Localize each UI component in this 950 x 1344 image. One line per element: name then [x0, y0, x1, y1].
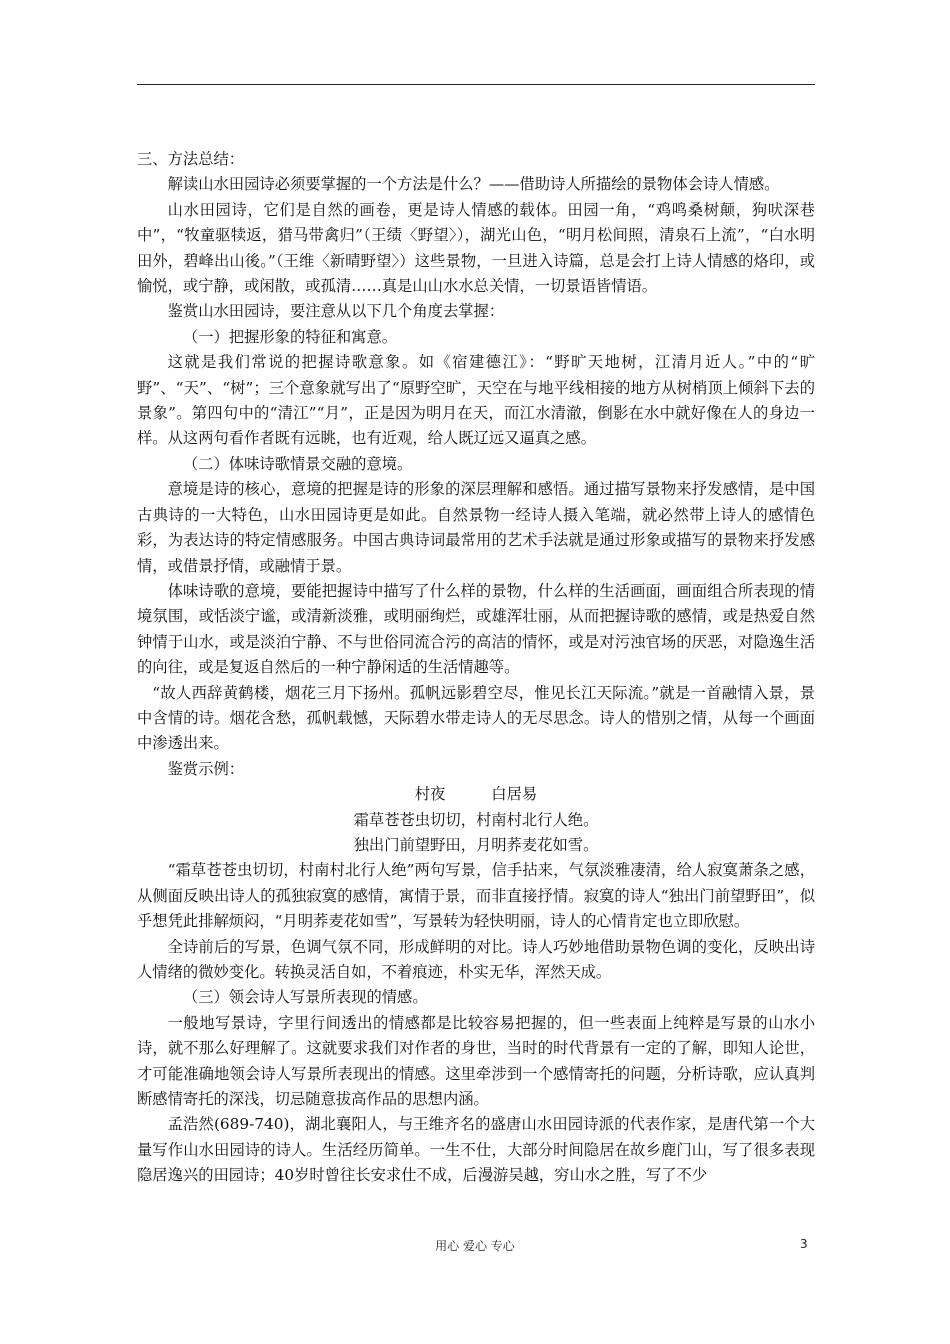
subheading: （二）体味诗歌情景交融的意境。 [182, 454, 413, 473]
subheading: （三）领会诗人写景所表现的情感。 [182, 988, 428, 1007]
paragraph: 孟浩然(689-740)，湖北襄阳人，与王维齐名的盛唐山水田园诗派的代表作家，是唐代第一个大量写作山水田园诗的诗人。生活经历简单。一生不仕，大部分时间隐居在故乡鹿门山，写了很多表现隐居逸兴的田园诗；40岁时曾往长安求仕不成，后漫游吴越，穷山水之胜，写了不少 [137, 1115, 815, 1185]
poem-line: 独出门前望野田，月明荞麦花如雪。 [353, 835, 599, 854]
poem-line: 霜草苍苍虫切切，村南村北行人绝。 [353, 810, 599, 829]
header-rule [137, 84, 815, 85]
paragraph: 这就是我们常说的把握诗歌意象。如《宿建德江》：“野旷天地树，江清月近人。”中的“旷野”、“天”、“树”；三个意象就写出了“原野空旷，天空在与地平线相接的地方从树梢顶上倾斜下去的景象”。第四句中的“清江”“月”，正是因为明月在天，而江水清澈，倒影在水中就好像在人的身边一样。从这两句看作者既有远眺，也有近观，给人既辽远又逼真之感。 [137, 353, 815, 448]
paragraph: “霜草苍苍虫切切，村南村北行人绝”两句写景，信手拈来，气氛淡雅凄清，给人寂寞萧条之感，从侧面反映出诗人的孤独寂寞的感情，寓情于景，而非直接抒情。寂寞的诗人“独出门前望野田”，似乎想凭此排解烦闷，“月明荞麦花如雪”，写景转为轻快明丽，诗人的心情肯定也立即欣慰。 [137, 861, 815, 931]
poem-heading [137, 782, 815, 807]
example-label: 鉴赏示例： [167, 759, 245, 778]
subheading: （一）把握形象的特征和寓意。 [182, 327, 398, 346]
paragraph: 山水田园诗，它们是自然的画卷，更是诗人情感的载体。田园一角，“鸡鸣桑树颠，狗吠深巷中”，“牧童驱犊返，猎马带禽归”（王绩〈野望〉），湖光山色，“明月松间照，清泉石上流”，“白水明田外，碧峰出山後。”（王维〈新晴野望〉）这些景物，一旦进入诗篇，总是会打上诗人情感的烙印，或愉悦，或宁静，或闲散，或孤清……真是山山水水总关情，一切景语皆情语。 [137, 200, 815, 296]
paragraph: 鉴赏山水田园诗，要注意从以下几个角度去掌握： [167, 302, 505, 321]
page-number: 3 [800, 1237, 808, 1251]
poem-title: 村夜 [414, 785, 446, 804]
paragraph: 解读山水田园诗必须要掌握的一个方法是什么？——借助诗人所描绘的景物体会诗人情感。 [167, 175, 780, 194]
paragraph: 全诗前后的写景，色调气氛不同，形成鲜明的对比。诗人巧妙地借助景物色调的变化，反映出诗人情绪的微妙变化。转换灵活自如，不着痕迹，朴实无华，浑然天成。 [137, 937, 815, 981]
section-heading: 三、方法总结： [137, 150, 245, 168]
document-body [137, 147, 815, 1189]
poem-author: 白居易 [491, 785, 538, 804]
paragraph: 一般地写景诗，字里行间透出的情感都是比较容易把握的，但一些表面上纯粹是写景的山水小诗，就不那么好理解了。这就要求我们对作者的身世，当时的时代背景有一定的了解，即知人论世，才可能准确地领会诗人写景所表现出的情感。这里牵涉到一个感情寄托的问题，分析诗歌，应认真判断感情寄托的深浅，切忌随意拔高作品的思想内涵。 [137, 1013, 815, 1109]
footer-motto: 用心 爱心 专心 [435, 1239, 515, 1253]
paragraph: “故人西辞黄鹤楼，烟花三月下扬州。孤帆远影碧空尽，惟见长江天际流。”就是一首融情入景，景中含情的诗。烟花含愁，孤帆载憾，天际碧水带走诗人的无尽思念。诗人的惜别之情，从每一个画面中渗透出来。 [137, 683, 815, 753]
paragraph: 体味诗歌的意境，要能把握诗中描写了什么样的景物，什么样的生活画面，画面组合所表现的情境氛围，或恬淡宁谧，或清新淡雅，或明丽绚烂，或雄浑壮丽，从而把握诗歌的感情，或是热爱自然钟情于山水，或是淡泊宁静、不与世俗同流合污的高洁的情怀，或是对污浊官场的厌恶，对隐逸生活的向往，或是复返自然后的一种宁静闲适的生活情趣等。 [137, 581, 815, 677]
paragraph: 意境是诗的核心，意境的把握是诗的形象的深层理解和感悟。通过描写景物来抒发感情，是中国古典诗的一大特色，山水田园诗更是如此。自然景物一经诗人摄入笔端，就必然带上诗人的感情色彩，为表达诗的特定情感服务。中国古典诗词最常用的艺术手法就是通过形象或描写的景物来抒发感情，或借景抒情，或融情于景。 [137, 480, 815, 575]
